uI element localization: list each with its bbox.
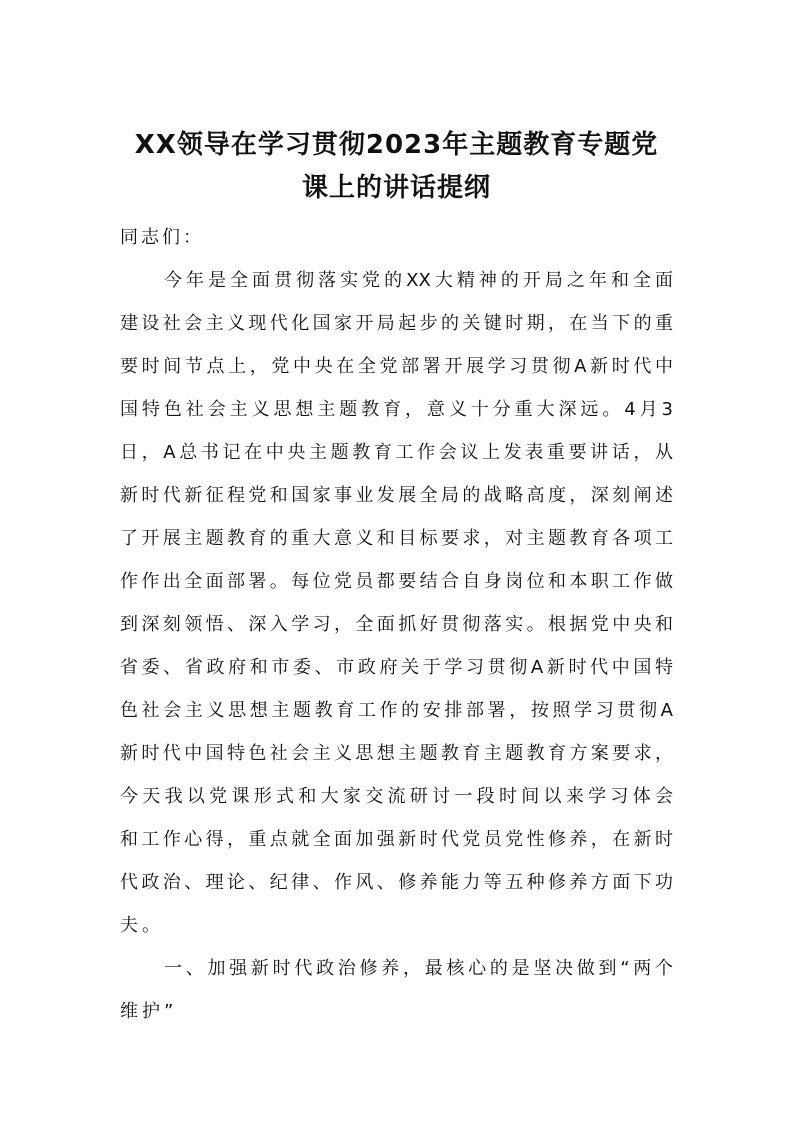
document-body <box>120 216 673 1033</box>
text-line: 代政治、理论、纪律、作风、修养能力等五种修养方面下功 <box>120 872 673 893</box>
text-line: 新时代中国特色社会主义思想主题教育主题教育方案要求， <box>120 743 673 764</box>
document-title-line-2: 课上的讲话提纲 <box>301 173 491 203</box>
text-line: 和工作心得，重点就全面加强新时代党员党性修养，在新时 <box>120 829 673 850</box>
document-title-line-1: XX领导在学习贯彻2023年主题教育专题党 <box>134 130 659 160</box>
text-line: 色社会主义思想主题教育工作的安排部署，按照学习贯彻A <box>120 700 673 721</box>
text-line: 作作出全面部署。每位党员都要结合自身岗位和本职工作做 <box>120 571 673 592</box>
text-line: 维护” <box>120 1001 178 1022</box>
text-line: 今年是全面贯彻落实党的XX大精神的开局之年和全面 <box>164 270 673 291</box>
text-line: 夫。 <box>120 915 164 936</box>
text-line: 了开展主题教育的重大意义和目标要求，对主题教育各项工 <box>120 528 673 549</box>
text-line: 建设社会主义现代化国家开局起步的关键时期，在当下的重 <box>120 313 673 334</box>
text-line: 今天我以党课形式和大家交流研讨一段时间以来学习体会 <box>120 786 673 807</box>
text-line: 国特色社会主义思想主题教育，意义十分重大深远。4月3 <box>120 399 673 420</box>
text-line: 省委、省政府和市委、市政府关于学习贯彻A新时代中国特 <box>120 657 673 678</box>
section-heading <box>120 947 673 1033</box>
text-line: 新时代新征程党和国家事业发展全局的战略高度，深刻阐述 <box>120 485 673 506</box>
paragraphs <box>120 259 673 1033</box>
salutation: 同志们： <box>120 227 204 248</box>
text-line: 到深刻领悟、深入学习，全面抓好贯彻落实。根据党中央和 <box>120 614 673 635</box>
paragraph <box>120 259 673 947</box>
text-line: 要时间节点上，党中央在全党部署开展学习贯彻A新时代中 <box>120 356 673 377</box>
text-line: 日，A总书记在中央主题教育工作会议上发表重要讲话，从 <box>120 442 673 463</box>
text-line: 一、加强新时代政治修养，最核心的是坚决做到“两个 <box>164 958 673 979</box>
